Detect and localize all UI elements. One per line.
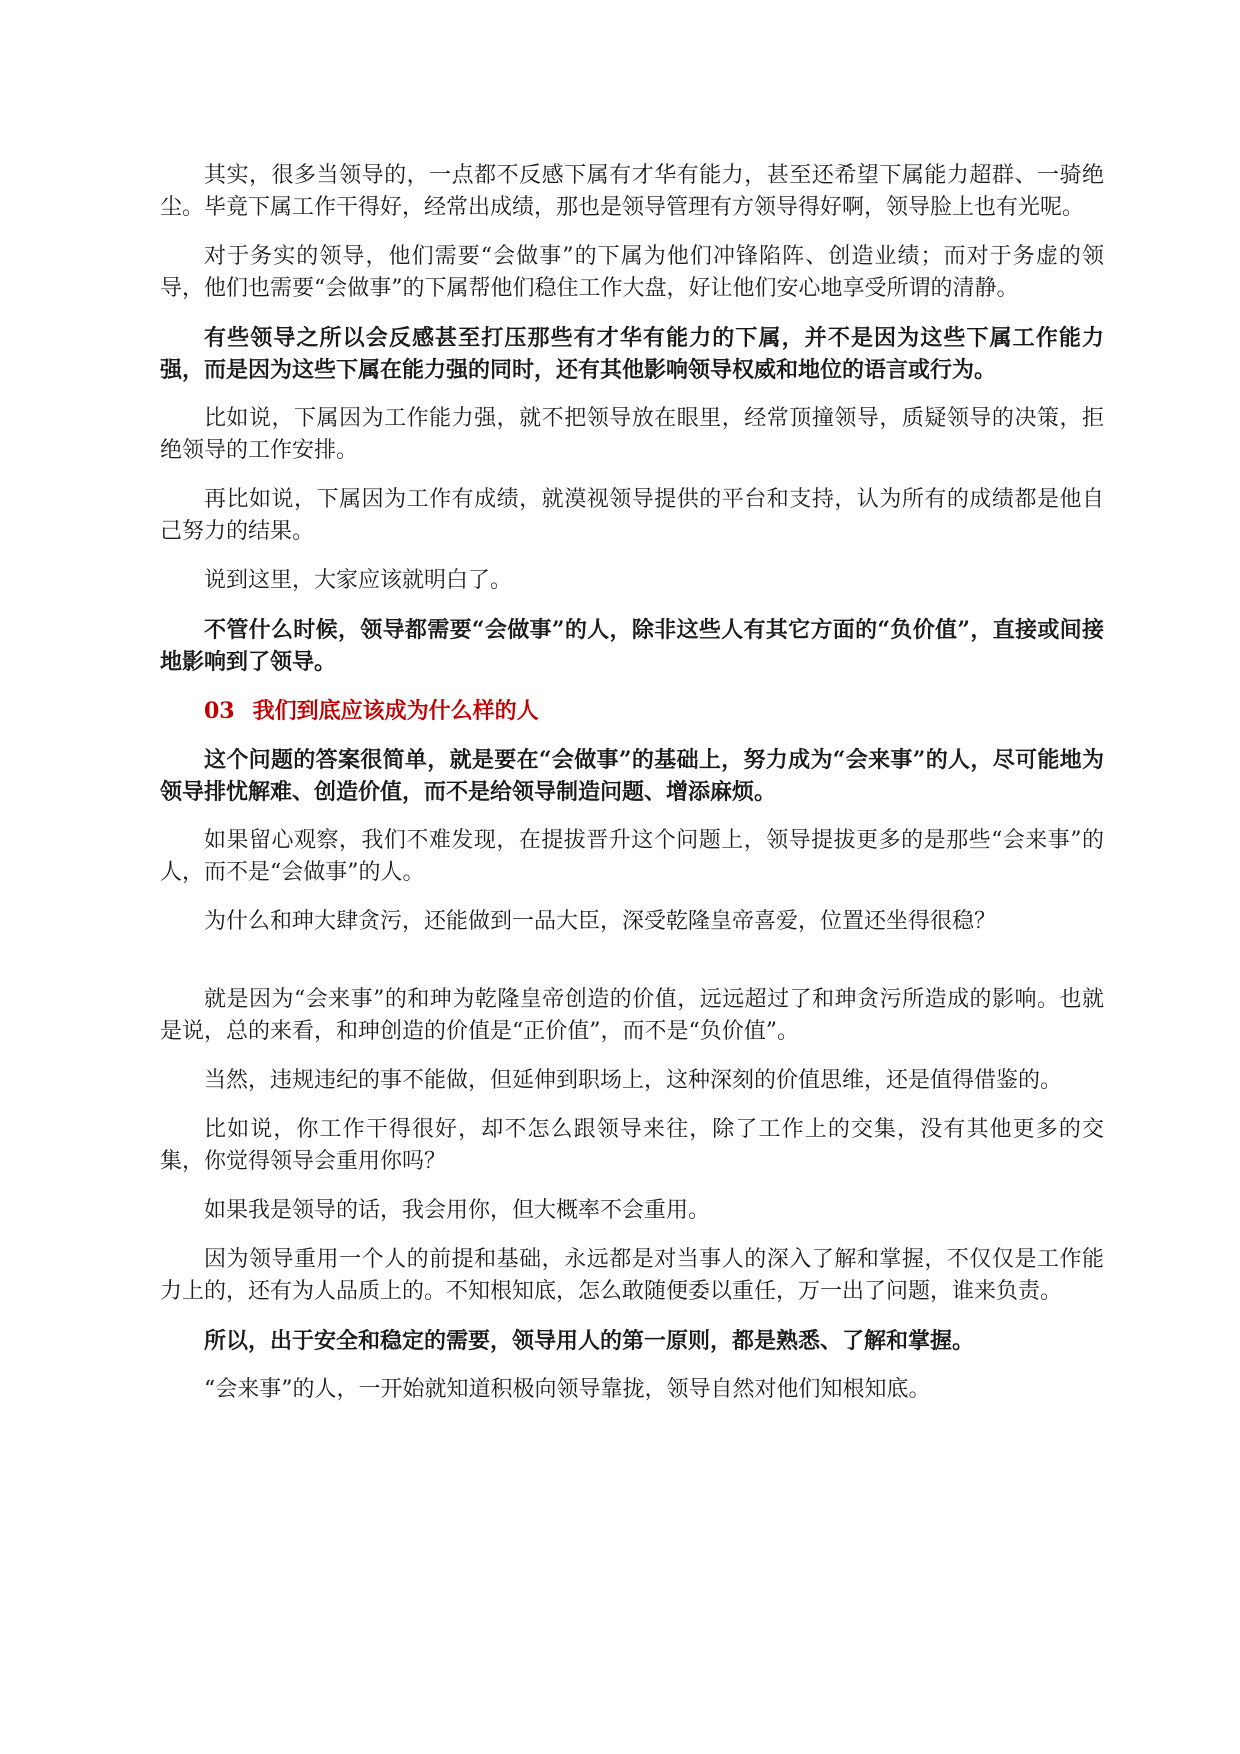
paragraph-1: 其实，很多当领导的，一点都不反感下属有才华有能力，甚至还希望下属能力超群、一骑绝尘。毕竟下属工作干得好，经常出成绩，那也是领导管理有方领导得好啊，领导脸上也有光呢。 <box>160 163 1104 220</box>
paragraph-5: 说到这里，大家应该就明白了。 <box>204 568 513 593</box>
bold-paragraph-4: 所以，出于安全和稳定的需要，领导用人的第一原则，都是熟悉、了解和掌握。 <box>204 1328 975 1354</box>
paragraph-3: 比如说，下属因为工作能力强，就不把领导放在眼里，经常顶撞领导，质疑领导的决策，拒绝领导的工作安排。 <box>160 406 1104 463</box>
section-number: 03 <box>204 698 235 724</box>
paragraph-12: 因为领导重用一个人的前提和基础，永远都是对当事人的深入了解和掌握，不仅仅是工作能力上的，还有为人品质上的。不知根知底，怎么敢随便委以重任，万一出了问题，谁来负责。 <box>160 1247 1104 1304</box>
paragraph-8: 就是因为“会来事”的和珅为乾隆皇帝创造的价值，远远超过了和珅贪污所造成的影响。也就是说，总的来看，和珅创造的价值是“正价值”，而不是“负价值”。 <box>160 987 1104 1044</box>
bold-paragraph-2: 不管什么时候，领导都需要“会做事”的人，除非这些人有其它方面的“负价值”，直接或间接地影响到了领导。 <box>160 617 1104 675</box>
document-page <box>160 160 1104 1423</box>
paragraph-11: 如果我是领导的话，我会用你，但大概率不会重用。 <box>204 1198 711 1223</box>
section-title: 我们到底应该成为什么样的人 <box>252 698 539 724</box>
paragraph-13: “会来事”的人，一开始就知道积极向领导靠拢，领导自然对他们知根知底。 <box>204 1377 931 1402</box>
section-heading <box>160 695 1104 727</box>
paragraph-9: 当然，违规违纪的事不能做，但延伸到职场上，这种深刻的价值思维，还是值得借鉴的。 <box>204 1068 1063 1093</box>
paragraph-6: 如果留心观察，我们不难发现，在提拔晋升这个问题上，领导提拔更多的是那些“会来事”的人，而不是“会做事”的人。 <box>160 828 1104 885</box>
bold-paragraph-3: 这个问题的答案很简单，就是要在“会做事”的基础上，努力成为“会来事”的人，尽可能地为领导排忧解难、创造价值，而不是给领导制造问题、增添麻烦。 <box>160 747 1104 805</box>
bold-paragraph-1: 有些领导之所以会反感甚至打压那些有才华有能力的下属，并不是因为这些下属工作能力强，而是因为这些下属在能力强的同时，还有其他影响领导权威和地位的语言或行为。 <box>160 325 1104 383</box>
paragraph-7: 为什么和珅大肆贪污，还能做到一品大臣，深受乾隆皇帝喜爱，位置还坐得很稳？ <box>204 909 997 934</box>
paragraph-10: 比如说，你工作干得很好，却不怎么跟领导来往，除了工作上的交集，没有其他更多的交集，你觉得领导会重用你吗？ <box>160 1117 1104 1174</box>
paragraph-2: 对于务实的领导，他们需要“会做事”的下属为他们冲锋陷阵、创造业绩；而对于务虚的领导，他们也需要“会做事”的下属帮他们稳住工作大盘，好让他们安心地享受所谓的清静。 <box>160 244 1104 301</box>
paragraph-4: 再比如说，下属因为工作有成绩，就漠视领导提供的平台和支持，认为所有的成绩都是他自己努力的结果。 <box>160 487 1104 544</box>
